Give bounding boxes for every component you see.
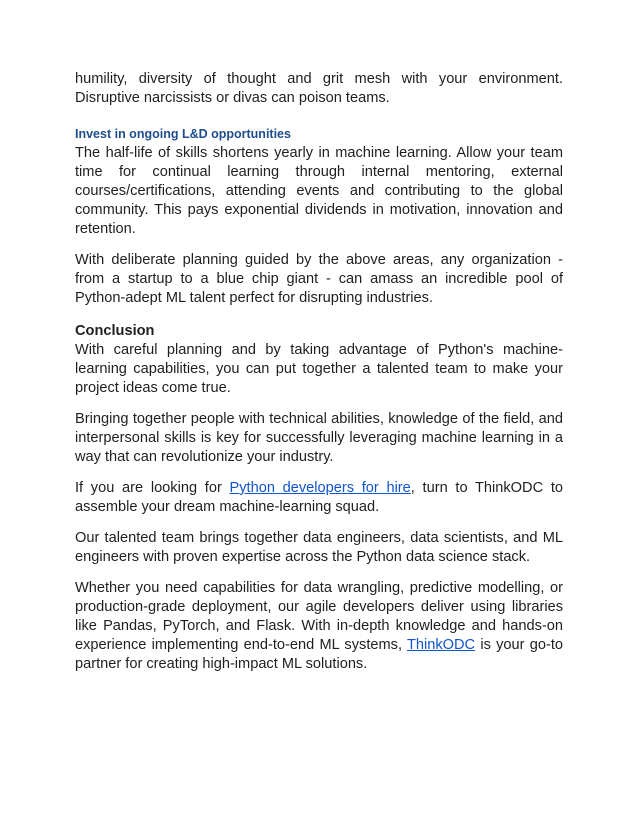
hire-paragraph bbox=[75, 479, 563, 517]
thinkodc-link[interactable]: ThinkODC bbox=[406, 637, 476, 653]
hire-text-after: , turn to ThinkODC to assemble your dream machine-learning squad. bbox=[75, 480, 563, 515]
ld-heading: Invest in ongoing L&D opportunities bbox=[75, 127, 291, 141]
bringing-paragraph: Bringing together people with technical abilities, knowledge of the field, and interpersonal skills is key for successfully leveraging machine learning in a way that can revolutionize your industry. bbox=[75, 411, 563, 465]
ld-paragraph: The half-life of skills shortens yearly in machine learning. Allow your team time for continual learning through internal mentoring, external courses/certifications, attending events and contributing to the global community. This pays exponential dividends in motivation, innovation and retention. bbox=[75, 145, 563, 237]
conclusion-heading: Conclusion bbox=[75, 323, 155, 339]
python-developers-link[interactable]: Python developers for hire bbox=[229, 480, 411, 496]
intro-paragraph: humility, diversity of thought and grit mesh with your environment. Disruptive narcissists or divas can poison teams. bbox=[75, 71, 563, 106]
team-paragraph: Our talented team brings together data engineers, data scientists, and ML engineers with proven expertise across the Python data science stack. bbox=[75, 530, 563, 565]
whether-paragraph bbox=[75, 579, 563, 674]
whether-text-before: Whether you need capabilities for data wrangling, predictive modelling, or production-grade deployment, our agile developers deliver using libraries like Pandas, PyTorch, and Flask. With in-depth knowledge and hands-on experience implementing end-to-end ML systems, bbox=[75, 580, 563, 653]
whether-text-after: is your go-to partner for creating high-impact ML solutions. bbox=[75, 637, 563, 672]
document-page bbox=[75, 70, 563, 674]
planning-paragraph: With deliberate planning guided by the above areas, any organization - from a startup to a blue chip giant - can amass an incredible pool of Python-adept ML talent perfect for disrupting industries. bbox=[75, 252, 563, 306]
conclusion-paragraph: With careful planning and by taking advantage of Python's machine-learning capabilities, you can put together a talented team to make your project ideas come true. bbox=[75, 342, 563, 396]
hire-text-before: If you are looking for bbox=[75, 480, 230, 496]
